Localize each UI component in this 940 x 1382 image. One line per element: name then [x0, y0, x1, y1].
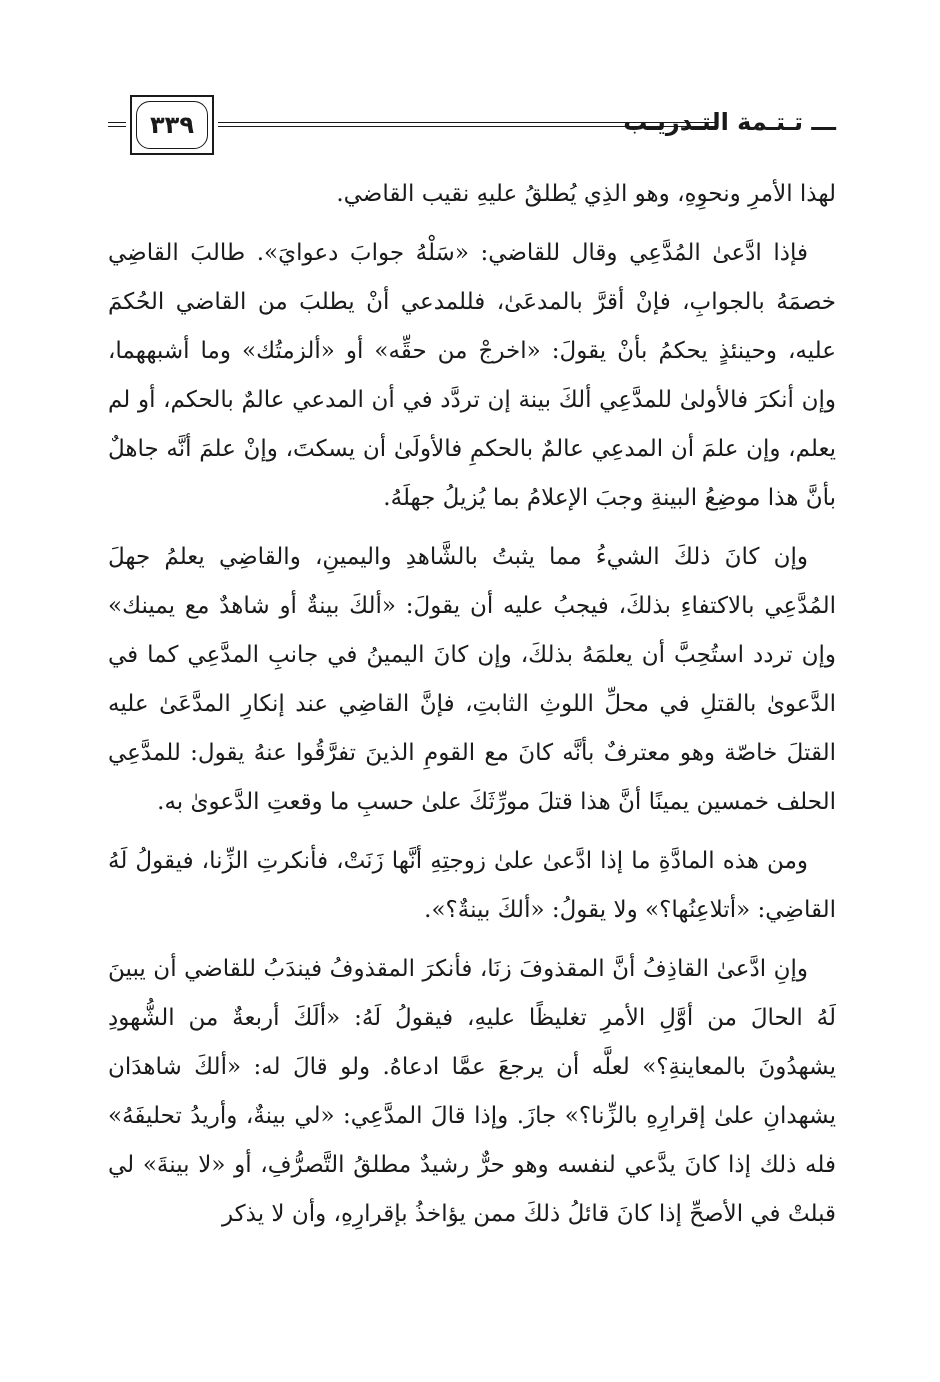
paragraph-5: وإنِ ادَّعىٰ القاذِفُ أنَّ المقذوفَ زنَا، فأنكرَ المقذوفُ فيندَبُ للقاضي أن يبينَ لَهُ الحالَ من أوَّلِ الأمرِ تغليظًا عليهِ، فيقولُ لَهُ: «ألَكَ أربعةٌ من الشُّهودِ يشهدُونَ بالمعاينةِ؟» لعلَّه أن يرجعَ عمَّا ادعاهُ. ولو قالَ له: «ألكَ شاهدَان يشهدانِ علىٰ إقرارِهِ بالزِّنا؟» جازَ. وإذا قالَ المدَّعِي: «لي بينةٌ، وأريدُ تحليفَهُ» فله ذلك إذا كانَ يدَّعي لنفسه وهو حرٌّ رشيدٌ مطلقُ التَّصرُّفِ، أو «لا بينةَ» لي قبلتْ في الأصحِّ إذا كانَ قائلُ ذلكَ ممن يؤاخذُ بإقرارِهِ، وأن لا يذكر — [108, 956, 836, 1227]
paragraph-4: ومن هذه المادَّةِ ما إذا ادَّعىٰ علىٰ زوجتِهِ أنَّها زَنَتْ، فأنكرتِ الزِّنا، فيقولُ لَهُ القاضِي: «أتلاعِنُها؟» ولا يقولُ: «ألكَ بينةٌ؟». — [108, 848, 836, 923]
page-number-frame — [130, 95, 214, 155]
header-rule — [218, 122, 716, 127]
header-rule-end — [108, 122, 126, 127]
page-body — [108, 170, 836, 1239]
page-number: ٣٣٩ — [136, 101, 208, 149]
page-header — [108, 95, 836, 157]
paragraph-1: لهذا الأمرِ ونحوِهِ، وهو الذِي يُطلقُ عليهِ نقيب القاضي. — [336, 181, 836, 207]
running-title: ـــ تـتـمة التـدريـب — [623, 108, 836, 136]
paragraph-3: وإن كانَ ذلكَ الشيءُ مما يثبتُ بالشَّاهدِ واليمينِ، والقاضِي يعلمُ جهلَ المُدَّعِي بالاكتفاءِ بذلكَ، فيجبُ عليه أن يقولَ: «ألكَ بينةٌ أو شاهدٌ مع يمينك» وإن تردد استُحِبَّ أن يعلمَهُ بذلكَ، وإن كانَ اليمينُ في جانبِ المدَّعِي كما في الدَّعوىٰ بالقتلِ في محلِّ اللوثِ الثابتِ، فإنَّ القاضِي عند إنكارِ المدَّعَىٰ عليه القتلَ خاصّة وهو معترفٌ بأنَّه كانَ مع القومِ الذينَ تفرَّقُوا عنهُ يقول: للمدَّعِي الحلف خمسين يمينًا أنَّ هذا قتلَ مورِّثَكَ علىٰ حسبِ ما وقعتِ الدَّعوىٰ به. — [108, 544, 836, 815]
paragraph-2: فإذا ادَّعىٰ المُدَّعِي وقال للقاضي: «سَلْهُ جوابَ دعوايَ». طالبَ القاضِي خصمَهُ بالجوابِ، فإنْ أقرَّ بالمدعَىٰ، فللمدعي أنْ يطلبَ من القاضي الحُكمَ عليه، وحينئذٍ يحكمُ بأنْ يقولَ: «اخرجْ من حقِّه» أو «ألزمتُك» وما أشبههما، وإن أنكرَ فالأولىٰ للمدَّعِي ألكَ بينة إن تردَّد في أن المدعي عالمٌ بالحكم، أو لم يعلم، وإن علمَ أن المدعِي عالمٌ بالحكمِ فالأولَىٰ أن يسكتَ، وإنْ علمَ أنَّه جاهلٌ بأنَّ هذا موضِعُ البينةِ وجبَ الإعلامُ بما يُزيلُ جهلَهُ. — [108, 240, 837, 511]
